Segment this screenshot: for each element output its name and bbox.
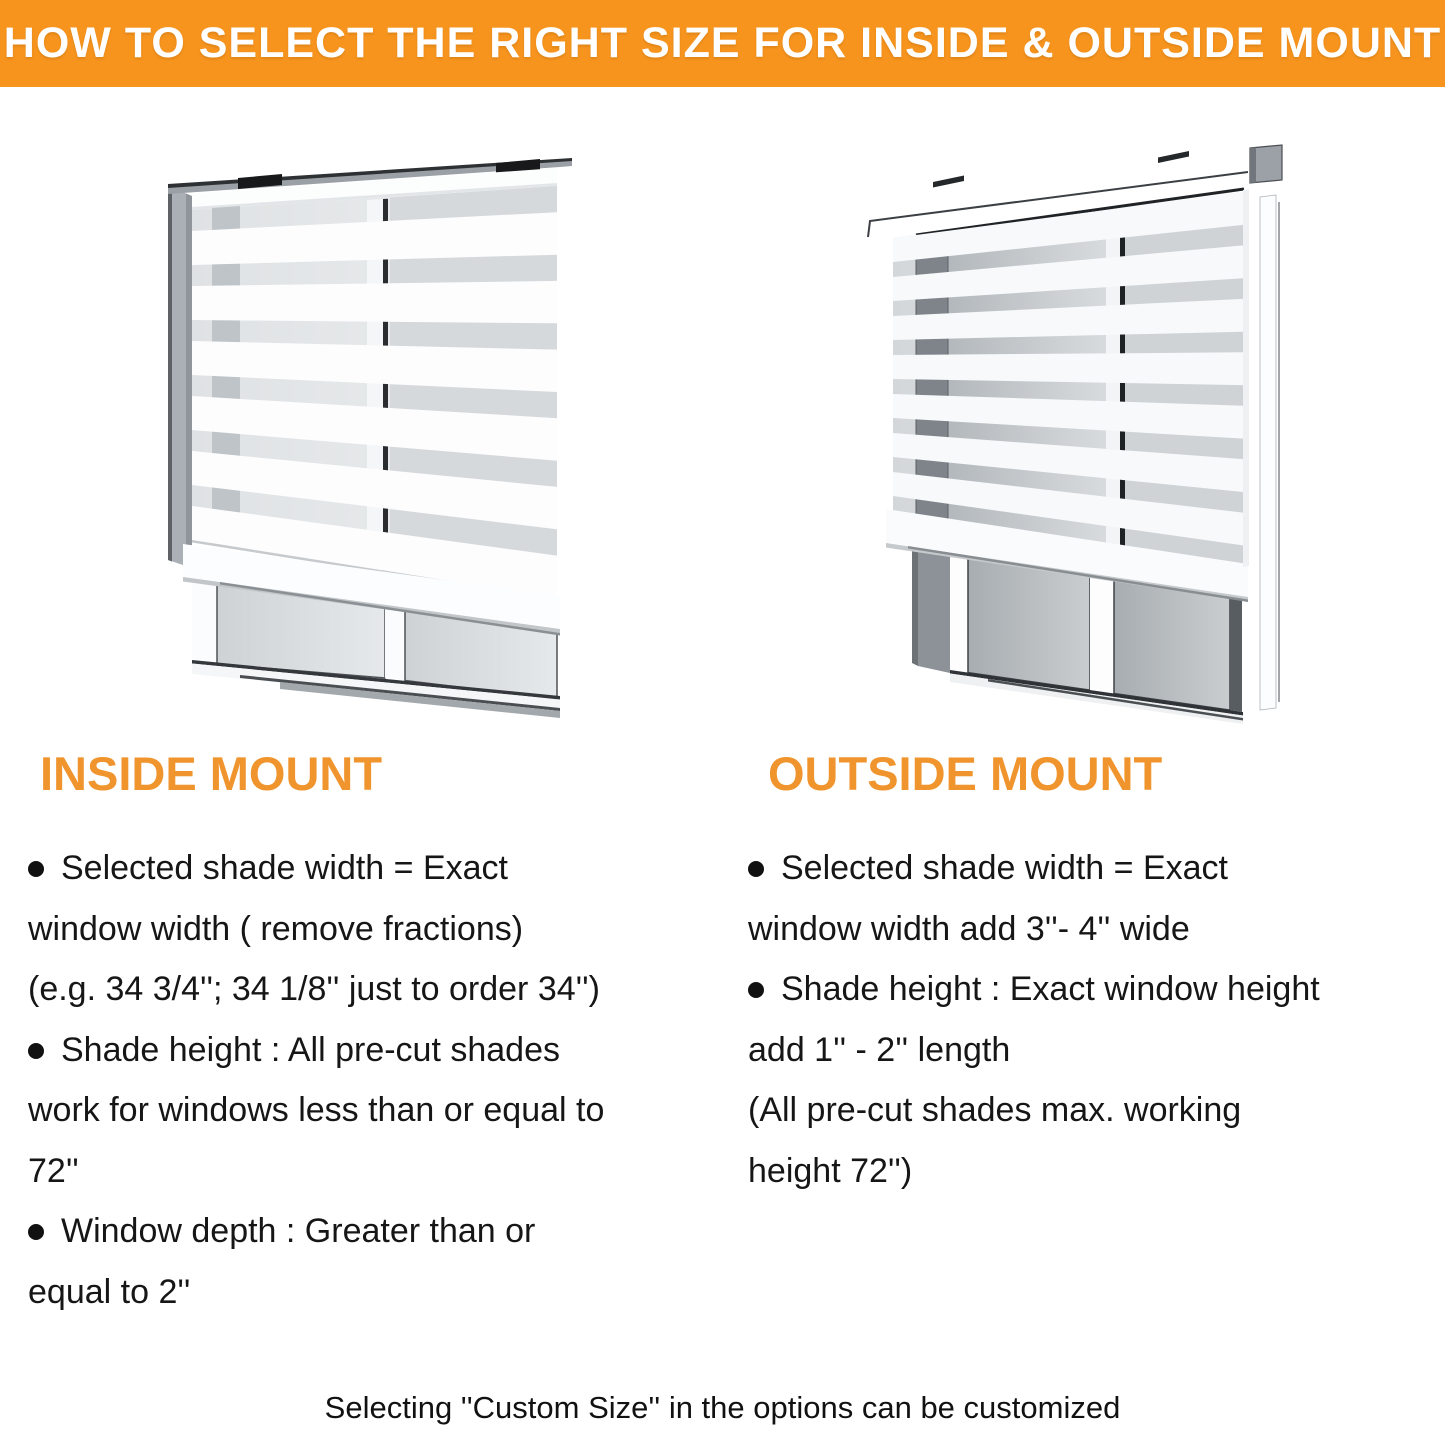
inside-mount-illustration — [160, 148, 580, 723]
spec-line — [28, 959, 718, 1020]
banner — [0, 0, 1445, 87]
spec-text: window width add 3''- 4'' wide — [748, 909, 1190, 948]
spec-text: Shade height : All pre-cut shades — [61, 1030, 560, 1069]
outside-mount-heading: OUTSIDE MOUNT — [768, 747, 1163, 800]
screw-mark — [933, 176, 964, 188]
spec-line — [28, 1262, 718, 1323]
spec-line — [748, 1020, 1438, 1081]
spec-text: Selected shade width = Exact — [61, 849, 508, 887]
inside-mount-specs — [28, 838, 718, 1322]
spec-text: (All pre-cut shades max. working — [748, 1091, 1242, 1129]
spec-text: equal to 2'' — [28, 1272, 191, 1311]
spec-line — [28, 899, 718, 960]
custom-size-note: Selecting ''Custom Size'' in the options can be customized — [324, 1390, 1121, 1425]
spec-line — [28, 1141, 718, 1202]
spec-line — [28, 1201, 718, 1262]
spec-line — [748, 1080, 1438, 1141]
spec-line — [748, 959, 1438, 1020]
spec-text: height 72'') — [748, 1151, 913, 1190]
side-rail — [1243, 189, 1279, 710]
spec-text: Window depth : Greater than or — [61, 1212, 536, 1250]
bullet-dot — [28, 1224, 44, 1240]
window-frame-reveal — [918, 551, 950, 673]
outside-mount-illustration — [858, 142, 1298, 732]
spec-line — [748, 1141, 1438, 1202]
spec-text: window width ( remove fractions) — [28, 909, 524, 948]
outside-mount-specs — [748, 838, 1438, 1201]
bullet-dot — [748, 861, 764, 877]
bullet-dot — [28, 861, 44, 877]
spec-line — [28, 1020, 718, 1081]
spec-text: Shade height : Exact window height — [781, 970, 1320, 1008]
window-outer-frame — [168, 186, 192, 568]
spec-line — [28, 1080, 718, 1141]
spec-text: add 1'' - 2'' length — [748, 1030, 1011, 1069]
spec-line — [748, 838, 1438, 899]
spec-text: (e.g. 34 3/4''; 34 1/8'' just to order 34'') — [28, 970, 600, 1008]
spec-line — [28, 838, 718, 899]
spec-text: Selected shade width = Exact — [781, 849, 1228, 887]
bullet-dot — [748, 982, 764, 998]
banner-title: HOW TO SELECT THE RIGHT SIZE FOR INSIDE & OUTSIDE MOUNT — [3, 19, 1442, 67]
spec-text: work for windows less than or equal to — [28, 1091, 605, 1129]
screw-mark — [1158, 151, 1189, 163]
spec-line — [748, 899, 1438, 960]
bullet-dot — [28, 1043, 44, 1059]
mounting-clip — [238, 174, 282, 189]
spec-text: 72'' — [28, 1151, 79, 1190]
inside-mount-heading: INSIDE MOUNT — [40, 747, 383, 800]
